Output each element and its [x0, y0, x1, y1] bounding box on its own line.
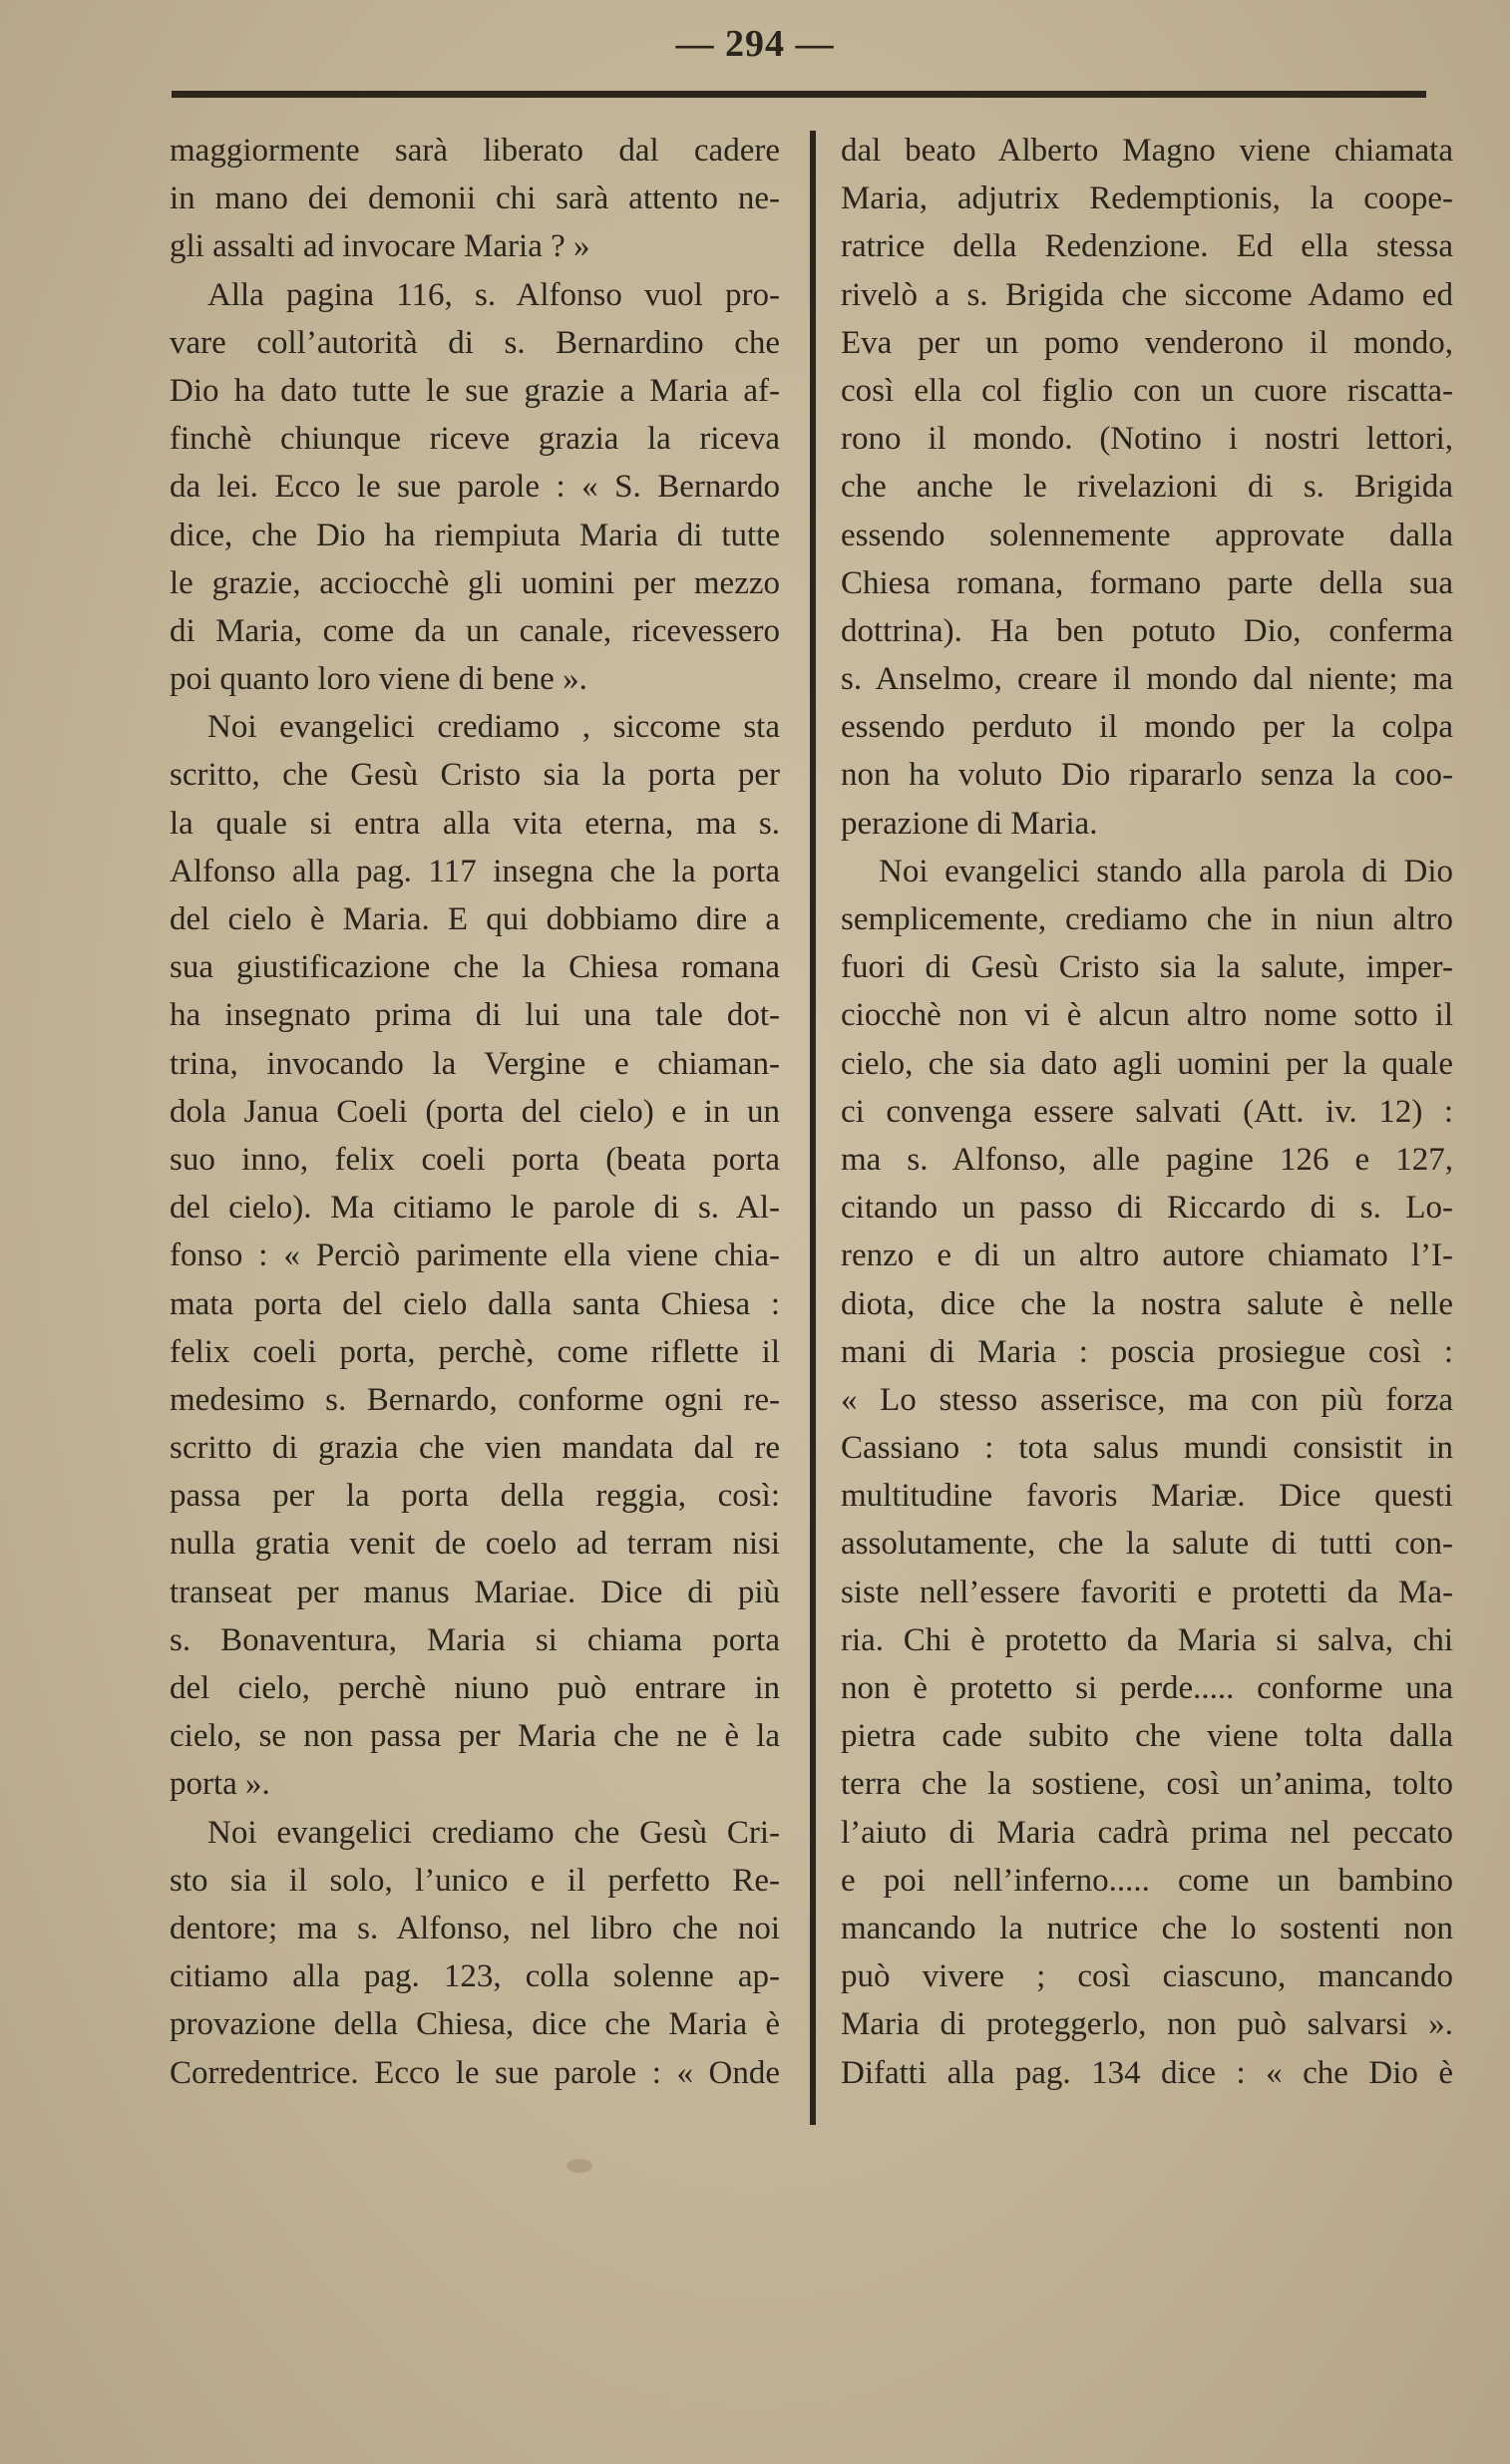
- text-line: dentore; ma s. Alfonso, nel libro che noi: [170, 1910, 780, 1946]
- text-line: ci convenga essere salvati (Att. iv. 12) :: [841, 1093, 1453, 1130]
- text-line: del cielo è Maria. E qui dobbiamo dire a: [170, 901, 780, 937]
- text-line: medesimo s. Bernardo, conforme ogni re-: [170, 1381, 780, 1418]
- text-line: cielo, se non passa per Maria che ne è la: [170, 1718, 780, 1755]
- text-line: ciocchè non vi è alcun altro nome sotto il: [841, 997, 1453, 1034]
- text-line: vare coll’autorità di s. Bernardino che: [170, 324, 780, 361]
- text-line: e poi nell’inferno..... come un bambino: [841, 1862, 1453, 1899]
- text-line: l’aiuto di Maria cadrà prima nel peccato: [841, 1814, 1453, 1851]
- text-line: mani di Maria : poscia prosiegue così :: [841, 1333, 1453, 1370]
- header-rule: [172, 91, 1426, 98]
- page-number: — 294 —: [675, 23, 835, 65]
- text-line: pietra cade subito che viene tolta dalla: [841, 1718, 1453, 1755]
- text-line: felix coeli porta, perchè, come riflette il: [170, 1333, 780, 1370]
- paper-stain: [566, 2159, 592, 2173]
- text-line: Noi evangelici stando alla parola di Dio: [879, 853, 1453, 889]
- text-line: così ella col figlio con un cuore riscatta-: [841, 372, 1453, 409]
- text-line: poi quanto loro viene di bene ».: [170, 661, 587, 698]
- text-line: passa per la porta della reggia, così:: [170, 1478, 780, 1515]
- text-line: maggiormente sarà liberato dal cadere: [170, 133, 780, 169]
- text-line: transeat per manus Mariae. Dice di più: [170, 1574, 780, 1610]
- text-line: rono il mondo. (Notino i nostri lettori,: [841, 421, 1453, 458]
- text-line: essendo perduto il mondo per la colpa: [841, 709, 1453, 746]
- text-line: suo inno, felix coeli porta (beata porta: [170, 1141, 780, 1178]
- text-line: s. Anselmo, creare il mondo dal niente; ma: [841, 661, 1453, 698]
- text-line: di Maria, come da un canale, ricevessero: [170, 612, 780, 649]
- text-line: ratrice della Redenzione. Ed ella stessa: [841, 228, 1453, 265]
- text-line: Alla pagina 116, s. Alfonso vuol pro-: [207, 276, 780, 313]
- text-line: Dio ha dato tutte le sue grazie a Maria af-: [170, 372, 780, 409]
- text-line: perazione di Maria.: [841, 805, 1098, 842]
- text-line: la quale si entra alla vita eterna, ma s.: [170, 805, 780, 842]
- text-line: Alfonso alla pag. 117 insegna che la porta: [170, 853, 780, 889]
- text-line: gli assalti ad invocare Maria ? »: [170, 228, 590, 265]
- text-line: non ha voluto Dio ripararlo senza la coo-: [841, 757, 1453, 794]
- text-line: trina, invocando la Vergine e chiaman-: [170, 1045, 780, 1082]
- text-line: sto sia il solo, l’unico e il perfetto Re-: [170, 1862, 780, 1899]
- text-line: citando un passo di Riccardo di s. Lo-: [841, 1190, 1453, 1227]
- text-line: citiamo alla pag. 123, colla solenne ap-: [170, 1958, 780, 1995]
- text-line: può vivere ; così ciascuno, mancando: [841, 1958, 1453, 1995]
- text-line: Noi evangelici crediamo , siccome sta: [207, 709, 780, 746]
- text-line: scritto di grazia che vien mandata dal re: [170, 1430, 780, 1467]
- text-line: scritto, che Gesù Cristo sia la porta per: [170, 757, 780, 794]
- text-line: Maria di proteggerlo, non può salvarsi ».: [841, 2006, 1453, 2043]
- text-line: renzo e di un altro autore chiamato l’I-: [841, 1237, 1453, 1274]
- text-line: s. Bonaventura, Maria si chiama porta: [170, 1621, 780, 1658]
- text-line: in mano dei demonii chi sarà attento ne-: [170, 180, 780, 217]
- text-line: mancando la nutrice che lo sostenti non: [841, 1910, 1453, 1946]
- text-line: cielo, che sia dato agli uomini per la quale: [841, 1045, 1453, 1082]
- text-line: ma s. Alfonso, alle pagine 126 e 127,: [841, 1141, 1453, 1178]
- text-line: dottrina). Ha ben potuto Dio, conferma: [841, 612, 1453, 649]
- text-line: porta ».: [170, 1766, 270, 1803]
- text-line: Difatti alla pag. 134 dice : « che Dio è: [841, 2054, 1453, 2091]
- text-line: Noi evangelici crediamo che Gesù Cri-: [207, 1814, 780, 1851]
- text-line: « Lo stesso asserisce, ma con più forza: [841, 1381, 1453, 1418]
- text-line: Chiesa romana, formano parte della sua: [841, 564, 1453, 601]
- right-column: [841, 127, 1453, 2097]
- text-line: sua giustificazione che la Chiesa romana: [170, 949, 780, 986]
- text-line: assolutamente, che la salute di tutti con-: [841, 1526, 1453, 1563]
- text-line: dal beato Alberto Magno viene chiamata: [841, 133, 1453, 169]
- text-line: Cassiano : tota salus mundi consistit in: [841, 1430, 1453, 1467]
- text-line: del cielo, perchè niuno può entrare in: [170, 1670, 780, 1706]
- text-line: fonso : « Perciò parimente ella viene chia-: [170, 1237, 780, 1274]
- text-line: fuori di Gesù Cristo sia la salute, imper-: [841, 949, 1453, 986]
- text-line: nulla gratia venit de coelo ad terram nisi: [170, 1526, 780, 1563]
- text-line: del cielo). Ma citiamo le parole di s. Al-: [170, 1190, 780, 1227]
- text-line: Corredentrice. Ecco le sue parole : « Onde: [170, 2054, 780, 2091]
- text-line: non è protetto si perde..... conforme una: [841, 1670, 1453, 1706]
- text-line: dola Janua Coeli (porta del cielo) e in un: [170, 1093, 780, 1130]
- text-line: essendo solennemente approvate dalla: [841, 517, 1453, 553]
- text-line: terra che la sostiene, così un’anima, tolto: [841, 1766, 1453, 1803]
- text-line: Eva per un pomo venderono il mondo,: [841, 324, 1453, 361]
- text-line: semplicemente, crediamo che in niun altro: [841, 901, 1453, 937]
- text-line: provazione della Chiesa, dice che Maria è: [170, 2006, 780, 2043]
- text-line: ha insegnato prima di lui una tale dot-: [170, 997, 780, 1034]
- text-line: multitudine favoris Mariæ. Dice questi: [841, 1478, 1453, 1515]
- column-divider: [810, 131, 816, 2125]
- left-column: [170, 127, 780, 2097]
- text-line: finchè chiunque riceve grazia la riceva: [170, 421, 780, 458]
- text-line: diota, dice che la nostra salute è nelle: [841, 1285, 1453, 1322]
- text-line: Maria, adjutrix Redemptionis, la coope-: [841, 180, 1453, 217]
- text-line: che anche le rivelazioni di s. Brigida: [841, 469, 1453, 506]
- text-line: rivelò a s. Brigida che siccome Adamo ed: [841, 276, 1453, 313]
- text-line: le grazie, acciocchè gli uomini per mezzo: [170, 564, 780, 601]
- text-line: dice, che Dio ha riempiuta Maria di tutte: [170, 517, 780, 553]
- text-line: mata porta del cielo dalla santa Chiesa :: [170, 1285, 780, 1322]
- text-line: da lei. Ecco le sue parole : « S. Bernardo: [170, 469, 780, 506]
- text-line: ria. Chi è protetto da Maria si salva, chi: [841, 1621, 1453, 1658]
- text-line: siste nell’essere favoriti e protetti da Ma-: [841, 1574, 1453, 1610]
